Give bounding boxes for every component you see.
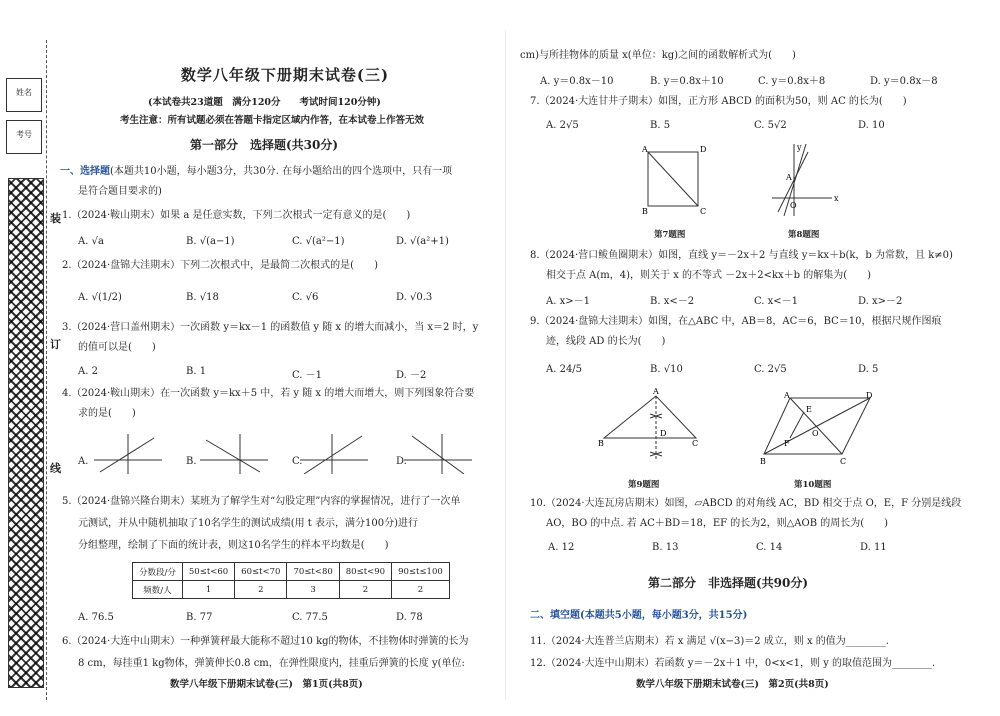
fig9-label-d: D — [660, 429, 667, 438]
q7-option-a: A. 2√5 — [546, 120, 579, 131]
fig9-label-c: C — [692, 439, 699, 448]
q3-options — [78, 366, 426, 381]
q1-option-d: D. √(a²+1) — [396, 236, 449, 247]
q5-line1: 5.（2024·盘锦兴隆台期末）某班为了解学生对“勾股定理”内容的掌握情况，进行了一次单 — [62, 496, 461, 507]
q3-option-a: A. 2 — [78, 366, 98, 377]
fig10-label-e: E — [806, 405, 812, 414]
q1-option-c: C. √(a²−1) — [292, 236, 345, 247]
q2-option-d: D. √0.3 — [396, 292, 433, 303]
fig9-label-b: B — [598, 439, 604, 448]
q3-line2: 的值可以是( ) — [78, 342, 156, 353]
figure-9 — [598, 388, 702, 464]
binding-char-2: 订 — [50, 338, 61, 351]
part2-title: 第二部分 非选择题(共90分) — [648, 576, 809, 590]
q4-graph-c — [300, 430, 372, 474]
q10-option-d: D. 11 — [860, 542, 887, 553]
table-cell: 2 — [339, 581, 391, 599]
page-divider — [505, 30, 506, 700]
q9-line1: 9.（2024·盘锦大洼期末）如图，在△ABC 中，AB＝8，AC＝6，BC＝10，根据尺规作图痕 — [530, 316, 942, 327]
q6-option-a: A. y＝0.8x－10 — [540, 76, 614, 87]
q5-option-b: B. 77 — [186, 612, 213, 623]
q9-option-a: A. 24/5 — [546, 364, 583, 375]
q5-line2: 元测试，并从中随机抽取了10名学生的测试成绩(用 t 表示，满分100分)进行 — [78, 518, 418, 529]
fig8-label-y: y — [797, 143, 802, 152]
q4-option-b: B. — [186, 456, 197, 467]
q3-option-b: B. 1 — [186, 366, 207, 377]
q10-option-c: C. 14 — [756, 542, 783, 553]
q5-option-a: A. 76.5 — [78, 612, 114, 623]
q8-option-b: B. x<－2 — [650, 296, 695, 307]
q4-option-c: C. — [292, 456, 303, 467]
q1-option-b: B. √(a−1) — [186, 236, 235, 247]
q12-stem: 12.（2024·大连中山期末）若函数 y＝－2x＋1 中，0<x<1，则 y 的取值范围为________. — [530, 658, 936, 669]
part1-title: 第一部分 选择题(共30分) — [190, 138, 339, 152]
q10-options — [548, 542, 887, 553]
fig8-label-a: A — [786, 173, 792, 182]
binding-strip — [0, 0, 48, 716]
footer-right: 数学八年级下册期末试卷(三) 第2页(共8页) — [636, 679, 829, 690]
q4-line2: 求的是( ) — [78, 408, 136, 419]
section2-header — [530, 606, 747, 626]
q9-line2: 迹，线段 AD 的长为( ) — [546, 336, 666, 347]
section1-label: 一、选择题 — [60, 166, 110, 177]
fig8-label-x: x — [834, 194, 839, 203]
table-cell: 1 — [182, 581, 234, 599]
q8-line2: 相交于点 A(m，4)，则关于 x 的不等式 －2x＋2<kx＋b 的解集为( ) — [546, 270, 872, 281]
binding-char-3: 线 — [50, 462, 61, 475]
fig10-label-o: O — [812, 429, 819, 438]
fig8-label-o: O — [790, 201, 797, 210]
q8-line1: 8.（2024·营口鲅鱼圈期末）如图，直线 y＝－2x＋2 与直线 y＝kx＋b(k，b 为常数，且 k≠0) — [530, 250, 953, 261]
fig7-label-a: A — [642, 145, 648, 154]
q1-option-a: A. √a — [78, 236, 104, 247]
q6-option-d: D. y＝0.8x－8 — [870, 76, 938, 87]
q8-options — [546, 292, 902, 307]
q6-option-c: C. y＝0.8x＋8 — [758, 76, 826, 87]
q4-graph-b — [200, 430, 272, 474]
id-label: 考号 — [16, 130, 32, 139]
q7-option-b: B. 5 — [650, 120, 671, 131]
q3-line1: 3.（2024·营口盖州期末）一次函数 y＝kx－1 的函数值 y 随 x 的增大而减小，当 x＝2 时，y — [62, 322, 479, 333]
hatch-pattern — [8, 178, 44, 688]
q7-option-d: D. 10 — [858, 120, 885, 131]
fig7-label-b: B — [642, 207, 648, 216]
figure-8 — [770, 142, 840, 218]
table-cell: 2 — [392, 581, 450, 599]
q2-option-b: B. √18 — [186, 292, 219, 303]
section2-desc: (本题共5小题，每小题3分，共15分) — [580, 610, 748, 621]
q9-options — [546, 364, 878, 375]
frequency-table — [132, 562, 450, 599]
table-header-cell: 60≤t<70 — [235, 563, 287, 581]
figure-9-caption: 第9题图 — [628, 480, 660, 490]
q9-option-c: C. 2√5 — [754, 364, 787, 375]
q8-option-a: A. x>－1 — [546, 296, 590, 307]
section2-label: 二、填空题 — [530, 610, 580, 621]
table-row — [133, 563, 450, 581]
q2-stem: 2.（2024·盘锦大洼期末）下列二次根式中，是最简二次根式的是( ) — [62, 260, 378, 271]
name-box — [6, 78, 42, 112]
figure-8-caption: 第8题图 — [788, 230, 820, 240]
fig10-label-d: D — [866, 391, 873, 400]
page-title: 数学八年级下册期末试卷(三) — [180, 66, 390, 84]
q5-option-d: D. 78 — [396, 612, 423, 623]
q8-option-c: C. x<－1 — [754, 296, 799, 307]
table-cell: 2 — [235, 581, 287, 599]
q9-option-d: D. 5 — [858, 364, 879, 375]
q6-options — [540, 72, 938, 87]
table-header-cell: 70≤t<80 — [287, 563, 339, 581]
section1-header — [60, 162, 452, 182]
table-cell: 3 — [287, 581, 339, 599]
section1-desc: (本题共10小题，每小题3分，共30分. 在每小题给出的四个选项中，只有一项 — [110, 166, 453, 177]
q7-option-c: C. 5√2 — [754, 120, 787, 131]
q4-graph-d — [404, 430, 476, 474]
q4-line1: 4.（2024·鞍山期末）在一次函数 y＝kx＋5 中，若 y 随 x 的增大而增大，则下列图象符合要 — [62, 388, 475, 399]
fig10-label-f: F — [784, 439, 790, 448]
fig7-label-d: D — [700, 145, 706, 154]
fig10-label-a: A — [784, 391, 790, 400]
exam-info: (本试卷共23道题 满分120分 考试时间120分钟) — [148, 97, 381, 108]
q6-line1: 6.（2024·大连中山期末）一种弹簧秤最大能称不超过10 kg的物体，不挂物体时弹簧的长为 — [62, 636, 469, 647]
figure-10-caption: 第10题图 — [794, 480, 832, 490]
figure-7-caption: 第7题图 — [654, 230, 686, 240]
q10-option-b: B. 13 — [652, 542, 679, 553]
q10-line1: 10.（2024·大连瓦房店期末）如图，▱ABCD 的对角线 AC，BD 相交于点 O，E，F 分别是线段 — [530, 498, 962, 509]
table-header-cell: 分数段/分 — [133, 563, 183, 581]
figure-10 — [760, 388, 876, 464]
section1-desc2: 是符合题目要求的) — [78, 186, 162, 197]
table-header-cell: 90≤t≤100 — [392, 563, 450, 581]
fig9-label-a: A — [653, 388, 659, 396]
q1-options — [78, 236, 449, 247]
q6-line2: 8 cm，每挂重1 kg物体，弹簧伸长0.8 cm，在弹性限度内，挂重后弹簧的长度 y(单位: — [78, 658, 465, 669]
q5-option-c: C. 77.5 — [292, 612, 328, 623]
q6-option-b: B. y＝0.8x＋10 — [650, 76, 724, 87]
fig10-label-b: B — [760, 457, 766, 464]
q7-stem: 7.（2024·大连甘井子期末）如图，正方形 ABCD 的面积为50，则 AC 的长为( ) — [530, 96, 907, 107]
q4-option-d: D. — [396, 456, 407, 467]
q5-line3: 分组整理，绘制了下面的统计表，则这10名学生的样本平均数是( ) — [78, 540, 389, 551]
fig7-label-c: C — [700, 207, 706, 216]
q4-option-a: A. — [78, 456, 89, 467]
fig10-label-c: C — [840, 457, 847, 464]
q9-option-b: B. √10 — [650, 364, 683, 375]
q7-options — [546, 120, 885, 131]
q10-option-a: A. 12 — [548, 542, 575, 553]
q3-option-c: C. －1 — [292, 370, 323, 381]
name-label: 姓名 — [16, 88, 32, 97]
table-row — [133, 581, 450, 599]
exam-notice: 考生注意：所有试题必须在答题卡指定区域内作答，在本试卷上作答无效 — [120, 115, 425, 126]
q5-options — [78, 612, 423, 623]
binding-line — [46, 40, 47, 700]
q8-option-d: D. x>－2 — [858, 296, 903, 307]
table-header-cell: 80≤t<90 — [339, 563, 391, 581]
q4-graph-a — [94, 430, 166, 474]
q10-line2: AO，BO 的中点. 若 AC＋BD＝18，EF 的长为2，则△AOB 的周长为( ) — [546, 518, 889, 529]
q2-option-c: C. √6 — [292, 292, 319, 303]
id-box — [6, 120, 42, 154]
q3-option-d: D. －2 — [396, 370, 427, 381]
binding-char-1: 装 — [50, 212, 61, 225]
q1-stem: 1.（2024·鞍山期末）如果 a 是任意实数，下列二次根式一定有意义的是( ) — [62, 210, 411, 221]
q2-option-a: A. √(1/2) — [78, 292, 122, 303]
q11-stem: 11.（2024·大连普兰店期末）若 x 满足 √(x−3)＝2 成立，则 x 的值为________. — [530, 636, 889, 647]
q2-options — [78, 292, 432, 303]
q6-line3: cm)与所挂物体的质量 x(单位：kg)之间的函数解析式为( ) — [520, 50, 796, 61]
footer-left: 数学八年级下册期末试卷(三) 第1页(共8页) — [170, 679, 363, 690]
figure-7 — [640, 144, 706, 218]
table-header-cell: 50≤t<60 — [182, 563, 234, 581]
table-cell: 频数/人 — [133, 581, 183, 599]
